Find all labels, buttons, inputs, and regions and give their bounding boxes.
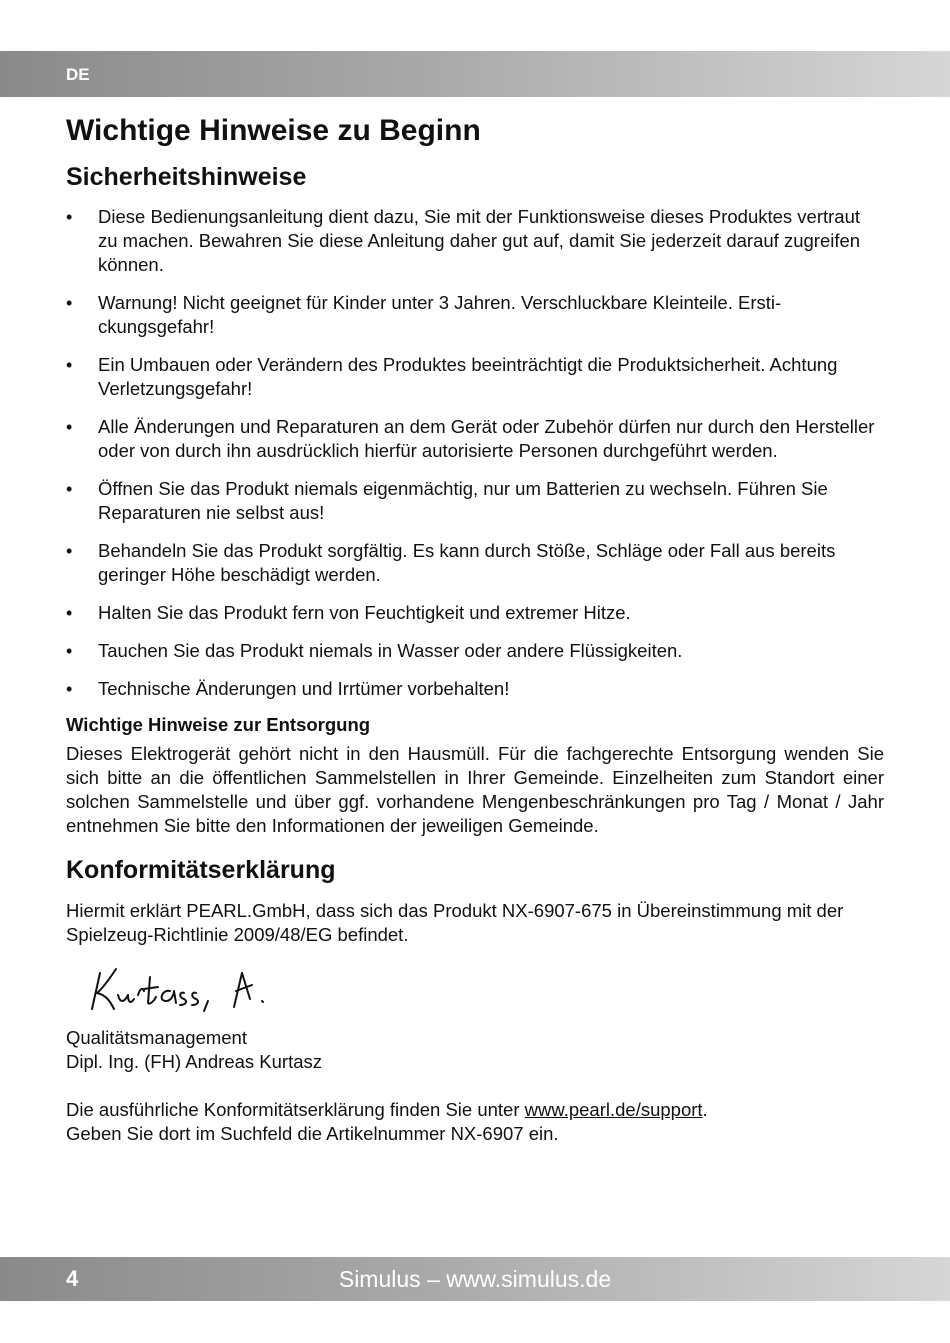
conformity-info [66, 1098, 884, 1122]
conformity-info-text: Die ausführliche Konformitätserklärung finden Sie unter [66, 1099, 525, 1120]
list-item: • Halten Sie das Produkt fern von Feuchtigkeit und extremer Hitze. [66, 601, 884, 625]
footer-text: Simulus – www.simulus.de [338, 1266, 612, 1292]
signature-image [88, 951, 328, 1015]
conformity-info-suffix: . [702, 1099, 708, 1120]
disposal-heading: Wichtige Hinweise zur Entsorgung [66, 714, 371, 736]
safety-heading: Sicherheitshinweise [66, 162, 307, 191]
list-item: • Ein Umbauen oder Verändern des Produktes beeinträchtigt die Produktsicherheit. Achtung Verletzungsgefahr! [66, 353, 884, 401]
language-label: DE [66, 65, 90, 84]
list-item: • Alle Änderungen und Reparaturen an dem Gerät oder Zubehör dürfen nur durch den Hersteller oder von durch ihn ausdrücklich hierfür autorisierte Personen durchgeführt werden. [66, 415, 884, 463]
list-item: • Diese Bedienungsanleitung dient dazu, Sie mit der Funktionsweise dieses Produktes vertraut zu machen. Bewahren Sie diese Anleitung daher gut auf, damit Sie jederzeit darauf zugreifen können. [66, 205, 884, 277]
conformity-heading: Konformitätserklärung [66, 856, 336, 885]
safety-list [66, 205, 884, 701]
signatory-name: Dipl. Ing. (FH) Andreas Kurtasz [66, 1051, 323, 1072]
main-content [66, 114, 884, 1146]
header-bar [0, 51, 950, 97]
support-link[interactable]: www.pearl.de/support [524, 1099, 703, 1120]
list-item: • Tauchen Sie das Produkt niemals in Wasser oder andere Flüssigkeiten. [66, 639, 884, 663]
page-title: Wichtige Hinweise zu Beginn [66, 114, 481, 147]
conformity-text: Hiermit erklärt PEARL.GmbH, dass sich das Produkt NX-6907-675 in Übereinstimmung mit der Spielzeug-Richtlinie 2009/48/EG befindet. [66, 900, 844, 945]
footer-bar [0, 1257, 950, 1301]
search-instruction: Geben Sie dort im Suchfeld die Artikelnummer NX-6907 ein. [66, 1123, 559, 1144]
list-item: • Öffnen Sie das Produkt niemals eigenmächtig, nur um Batterien zu wechseln. Führen Sie Reparaturen nie selbst aus! [66, 477, 884, 525]
disposal-text: Dieses Elektrogerät gehört nicht in den Hausmüll. Für die fachgerechte Entsorgung wenden Sie sich bitte an die öffentlichen Sammelstellen in Ihrer Gemeinde. Einzelheiten zum Standort einer solchen Sammelstelle und über ggf. vorhandene Mengenbeschränkungen pro Tag / Monat / Jahr entnehmen Sie bitte den Informationen der jeweiligen Gemeinde. [66, 743, 884, 837]
list-item: • Technische Änderungen und Irrtümer vorbehalten! [66, 677, 884, 701]
list-item: • Behandeln Sie das Produkt sorgfältig. Es kann durch Stöße, Schläge oder Fall aus bereits geringer Höhe beschädigt werden. [66, 539, 884, 587]
signatory-dept: Qualitätsmanagement [66, 1027, 247, 1048]
list-item: • Warnung! Nicht geeignet für Kinder unter 3 Jahren. Verschluckbare Kleinteile. Erstickungsgefahr! [66, 291, 884, 339]
page-number: 4 [66, 1266, 79, 1291]
